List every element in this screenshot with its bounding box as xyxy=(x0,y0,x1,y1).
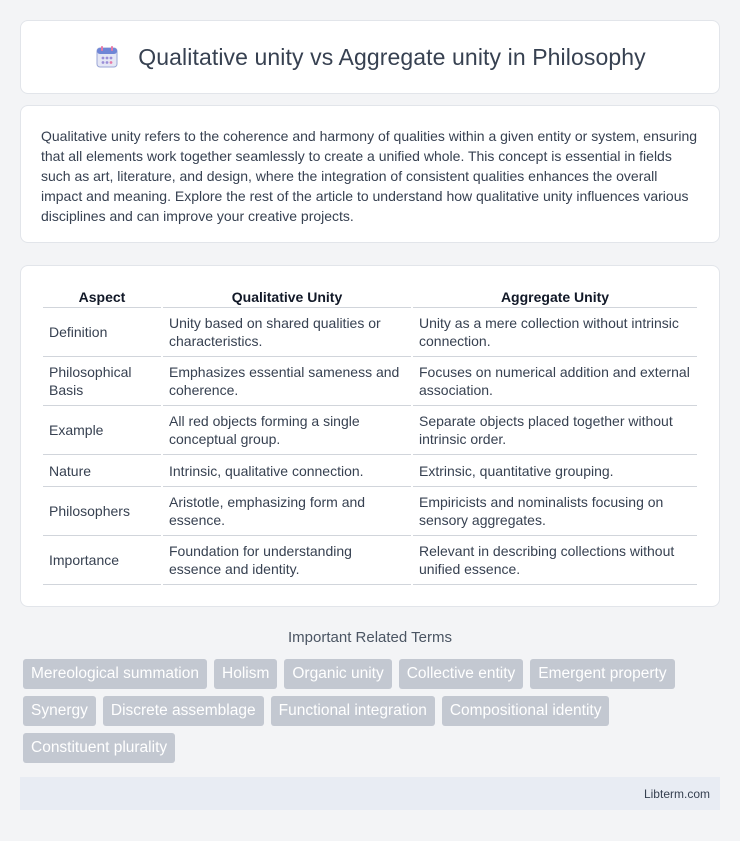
table-row xyxy=(43,487,697,536)
row-aggregate: Separate objects placed together without intrinsic order. xyxy=(413,406,697,455)
comparison-card xyxy=(20,265,720,607)
row-aspect: Philosophers xyxy=(43,487,161,536)
header-aggregate-unity: Aggregate Unity xyxy=(413,286,697,308)
row-aggregate: Empiricists and nominalists focusing on sensory aggregates. xyxy=(413,487,697,536)
row-aggregate: Relevant in describing collections without unified essence. xyxy=(413,536,697,585)
row-qualitative: All red objects forming a single conceptual group. xyxy=(163,406,411,455)
row-aggregate: Extrinsic, quantitative grouping. xyxy=(413,455,697,487)
intro-text: Qualitative unity refers to the coherence and harmony of qualities within a given entity or system, ensuring that all elements work together seamlessly to create a unified whole. This concept is essential in fields such as art, literature, and design, where the integration of consistent qualities enhances the overall impact and meaning. Explore the rest of the article to understand how qualitative unity influences various disciplines and can improve your creative projects. xyxy=(41,128,698,224)
related-terms-title: Important Related Terms xyxy=(288,629,452,646)
table-row xyxy=(43,308,697,357)
row-aggregate: Unity as a mere collection without intrinsic connection. xyxy=(413,308,697,357)
table-row xyxy=(43,455,697,487)
footer-site-link[interactable]: Libterm.com xyxy=(643,786,710,801)
header-aspect: Aspect xyxy=(43,286,161,308)
row-aspect: Philosophical Basis xyxy=(43,357,161,406)
row-aspect: Example xyxy=(43,406,161,455)
row-qualitative: Unity based on shared qualities or characteristics. xyxy=(163,308,411,357)
tag-collective-entity[interactable]: Collective entity xyxy=(399,659,524,689)
page-title: Qualitative unity vs Aggregate unity in Philosophy xyxy=(138,43,646,70)
header-qualitative-unity: Qualitative Unity xyxy=(163,286,411,308)
intro-card xyxy=(20,105,720,243)
row-qualitative: Foundation for understanding essence and identity. xyxy=(163,536,411,585)
header-card xyxy=(20,20,720,94)
calendar-icon xyxy=(94,44,120,70)
row-aggregate: Focuses on numerical addition and external association. xyxy=(413,357,697,406)
tag-constituent-plurality[interactable]: Constituent plurality xyxy=(23,733,175,763)
table-row xyxy=(43,536,697,585)
row-qualitative: Emphasizes essential sameness and coherence. xyxy=(163,357,411,406)
tag-organic-unity[interactable]: Organic unity xyxy=(284,659,391,689)
row-aspect: Nature xyxy=(43,455,161,487)
comparison-table xyxy=(41,286,699,585)
table-row xyxy=(43,357,697,406)
tag-emergent-property[interactable]: Emergent property xyxy=(530,659,674,689)
tag-mereological-summation[interactable]: Mereological summation xyxy=(23,659,207,689)
row-aspect: Importance xyxy=(43,536,161,585)
row-qualitative: Intrinsic, qualitative connection. xyxy=(163,455,411,487)
table-header-row xyxy=(43,286,697,308)
tag-synergy[interactable]: Synergy xyxy=(23,696,96,726)
row-aspect: Definition xyxy=(43,308,161,357)
tag-compositional-identity[interactable]: Compositional identity xyxy=(442,696,610,726)
footer xyxy=(20,777,720,810)
tag-functional-integration[interactable]: Functional integration xyxy=(271,696,435,726)
row-qualitative: Aristotle, emphasizing form and essence. xyxy=(163,487,411,536)
table-row xyxy=(43,406,697,455)
tag-discrete-assemblage[interactable]: Discrete assemblage xyxy=(103,696,264,726)
related-terms-tags xyxy=(20,659,720,763)
tag-holism[interactable]: Holism xyxy=(214,659,277,689)
